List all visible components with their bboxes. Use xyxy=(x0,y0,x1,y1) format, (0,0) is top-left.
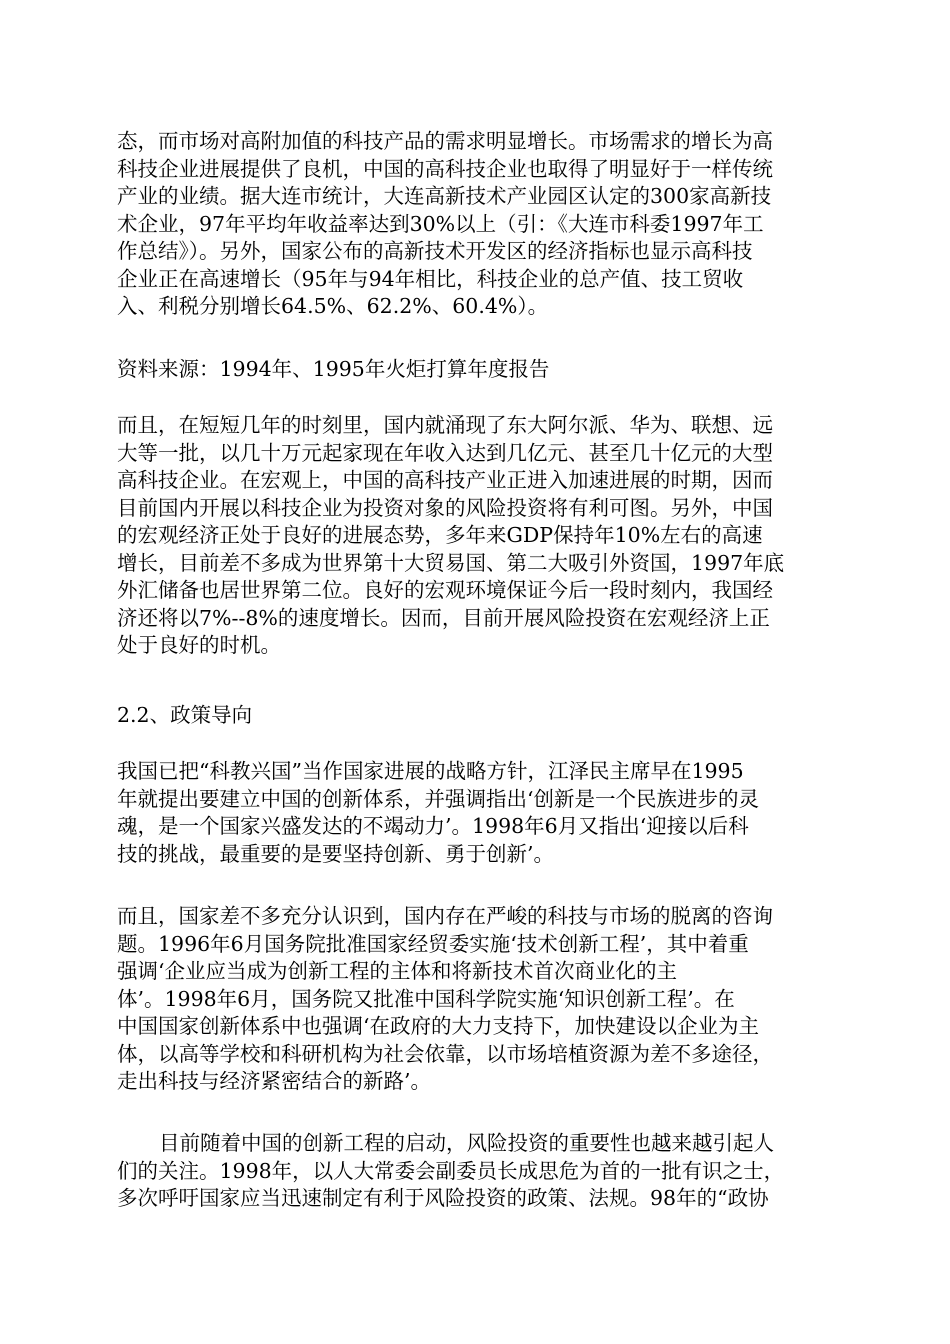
text-line: 处于良好的时机。 xyxy=(117,633,281,657)
text-line: 体，以高等学校和科研机构为社会依靠，以市场培植资源为差不多途径， xyxy=(117,1041,773,1066)
text-line: 科技企业进展提供了良机，中国的高科技企业也取得了明显好于一样传统 xyxy=(117,156,773,181)
text-line: 资料来源：1994年、1995年火炬打算年度报告 xyxy=(117,357,550,381)
text-line: 走出科技与经济紧密结合的新路’。 xyxy=(117,1069,432,1093)
section-heading xyxy=(117,702,837,730)
paragraph-venture-capital xyxy=(117,1130,837,1213)
text-line: 们的关注。1998年，以人大常委会副委员长成思危为首的一批有识之士， xyxy=(117,1158,785,1183)
text-line: 术企业，97年平均年收益率达到30%以上（引：《大连市科委1997年工 xyxy=(117,211,764,236)
text-line: 的宏观经济正处于良好的进展态势，多年来GDP保持年10%左右的高速 xyxy=(117,523,763,547)
text-line: 入、利税分别增长64.5%、62.2%、60.4%）。 xyxy=(117,294,549,318)
text-line: 高科技企业。在宏观上，中国的高科技产业正进入加速进展的时期，因而 xyxy=(117,468,773,492)
text-line: 目前国内开展以科技企业为投资对象的风险投资将有利可图。另外，中国 xyxy=(117,495,773,520)
text-line: 强调‘企业应当成为创新工程的主体和将新技术首次商业化的主 xyxy=(117,959,678,983)
text-line: 作总结》）。另外，国家公布的高新技术开发区的经济指标也显示高科技 xyxy=(117,239,753,263)
paragraph-innovation-engineering xyxy=(117,903,837,1096)
text-line: 济还将以7%--8%的速度增长。因而，目前开展风险投资在宏观经济上正 xyxy=(117,605,770,630)
text-line: 技的挑战，最重要的是要坚持创新、勇于创新’。 xyxy=(117,841,555,866)
text-line: 魂，是一个国家兴盛发达的不竭动力’。1998年6月又指出‘迎接以后科 xyxy=(117,814,749,838)
text-line: 题。1996年6月国务院批准国家经贸委实施‘技术创新工程’，其中着重 xyxy=(117,931,749,956)
text-line: 大等一批，以几十万元起家现在年收入达到几亿元、甚至几十亿元的大型 xyxy=(117,440,773,465)
text-line: 态，而市场对高附加值的科技产品的需求明显增长。市场需求的增长为高 xyxy=(117,129,773,153)
text-line: 产业的业绩。据大连市统计，大连高新技术产业园区认定的300家高新技 xyxy=(117,184,772,208)
paragraph-macro-economy xyxy=(117,412,837,660)
text-line: 年就提出要建立中国的创新体系，并强调指出‘创新是一个民族进步的灵 xyxy=(117,786,760,811)
text-line: 目前随着中国的创新工程的启动，风险投资的重要性也越来越引起人 xyxy=(159,1131,774,1155)
text-line: 中国国家创新体系中也强调‘在政府的大力支持下，加快建设以企业为主 xyxy=(117,1014,760,1038)
paragraph-data-source xyxy=(117,356,837,384)
text-line: 增长，目前差不多成为世界第十大贸易国、第二大吸引外资国，1997年底 xyxy=(117,550,785,575)
paragraph-market-demand xyxy=(117,128,837,321)
text-line: 多次呼吁国家应当迅速制定有利于风险投资的政策、法规。98年的“政协 xyxy=(117,1186,769,1210)
text-line: 而且，国家差不多充分认识到，国内存在严峻的科技与市场的脱离的咨询 xyxy=(117,904,773,928)
text-line: 我国已把“科教兴国”当作国家进展的战略方针，江泽民主席早在1995 xyxy=(117,759,744,783)
section-heading-text: 2.2、政策导向 xyxy=(117,703,253,727)
text-line: 体’。1998年6月，国务院又批准中国科学院实施‘知识创新工程’。在 xyxy=(117,986,735,1011)
text-line: 而且，在短短几年的时刻里，国内就涌现了东大阿尔派、华为、联想、远 xyxy=(117,413,773,437)
paragraph-innovation-strategy xyxy=(117,758,837,868)
text-line: 企业正在高速增长（95年与94年相比，科技企业的总产值、技工贸收 xyxy=(117,266,744,291)
text-line: 外汇储备也居世界第二位。良好的宏观环境保证今后一段时刻内，我国经 xyxy=(117,578,773,602)
